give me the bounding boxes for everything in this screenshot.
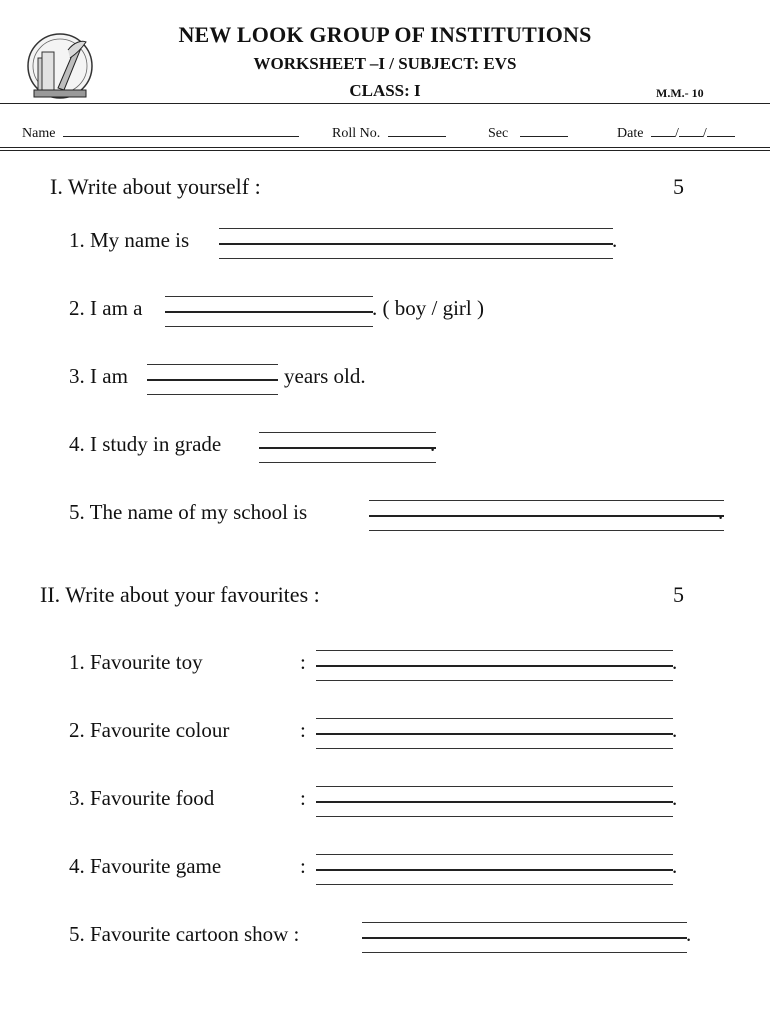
s2-q5-text: 5. Favourite cartoon show : xyxy=(69,922,300,946)
date-month-line xyxy=(679,124,703,137)
sec-line xyxy=(520,124,568,137)
s2-q3-period: . xyxy=(672,786,678,810)
date-label: Date xyxy=(617,126,644,141)
header-divider xyxy=(0,103,770,104)
s1-q1-period: . xyxy=(612,228,618,252)
s2-q3-answer-line[interactable] xyxy=(316,786,673,818)
s1-q3-suffix: years old. xyxy=(284,364,366,388)
date-sep: / xyxy=(674,126,679,141)
s2-q4-answer-line[interactable] xyxy=(316,854,673,886)
s2-q3-text: 3. Favourite food xyxy=(69,786,215,810)
s2-q2-answer-line[interactable] xyxy=(316,718,673,750)
s1-q2-suffix: . ( boy / girl ) xyxy=(372,296,484,320)
name-label: Name xyxy=(22,126,56,141)
s2-q2-colon: : xyxy=(300,718,306,742)
s2-q1-period: . xyxy=(672,650,678,674)
info-divider xyxy=(0,150,770,151)
name-field[interactable] xyxy=(22,124,299,142)
s1-q3-text: 3. I am xyxy=(69,364,128,388)
roll-line xyxy=(388,124,446,137)
sec-field[interactable] xyxy=(488,124,568,142)
s2-q4-period: . xyxy=(672,854,678,878)
s1-q3-answer-line[interactable] xyxy=(147,364,278,396)
info-divider xyxy=(0,147,770,148)
s2-q1-text: 1. Favourite toy xyxy=(69,650,203,674)
name-line xyxy=(63,124,299,137)
s2-q5-answer-line[interactable] xyxy=(362,922,687,954)
s2-q5-period: . xyxy=(686,922,692,946)
date-field[interactable] xyxy=(617,124,735,142)
s1-q4-period: . xyxy=(430,432,436,456)
section2-marks: 5 xyxy=(673,582,684,607)
s1-q4-text: 4. I study in grade xyxy=(69,432,222,456)
sec-label: Sec xyxy=(488,126,509,141)
section2-title: II. Write about your favourites : xyxy=(40,582,320,607)
section1-title: I. Write about yourself : xyxy=(50,174,261,199)
s2-q1-colon: : xyxy=(300,650,306,674)
s1-q1-text: 1. My name is xyxy=(69,228,190,252)
s2-q4-text: 4. Favourite game xyxy=(69,854,222,878)
date-year-line xyxy=(707,124,735,137)
s1-q2-answer-line[interactable] xyxy=(165,296,373,328)
max-marks: M.M.- 10 xyxy=(656,86,704,100)
date-sep: / xyxy=(702,126,707,141)
s1-q5-text: 5. The name of my school is xyxy=(69,500,308,524)
s2-q3-colon: : xyxy=(300,786,306,810)
worksheet-subject: WORKSHEET –I / SUBJECT: EVS xyxy=(253,54,517,73)
s2-q2-period: . xyxy=(672,718,678,742)
s2-q2-text: 2. Favourite colour xyxy=(69,718,230,742)
class-label: CLASS: I xyxy=(349,81,421,100)
roll-field[interactable] xyxy=(332,124,446,142)
roll-label: Roll No. xyxy=(332,126,381,141)
s1-q5-period: . xyxy=(718,500,724,524)
school-name: NEW LOOK GROUP OF INSTITUTIONS xyxy=(178,22,592,47)
s1-q5-answer-line[interactable] xyxy=(369,500,724,532)
s2-q1-answer-line[interactable] xyxy=(316,650,673,682)
s1-q1-answer-line[interactable] xyxy=(219,228,613,260)
s2-q4-colon: : xyxy=(300,854,306,878)
date-day-line xyxy=(651,124,675,137)
section1-marks: 5 xyxy=(673,174,684,199)
s1-q4-answer-line[interactable] xyxy=(259,432,436,464)
s1-q2-text: 2. I am a xyxy=(69,296,143,320)
